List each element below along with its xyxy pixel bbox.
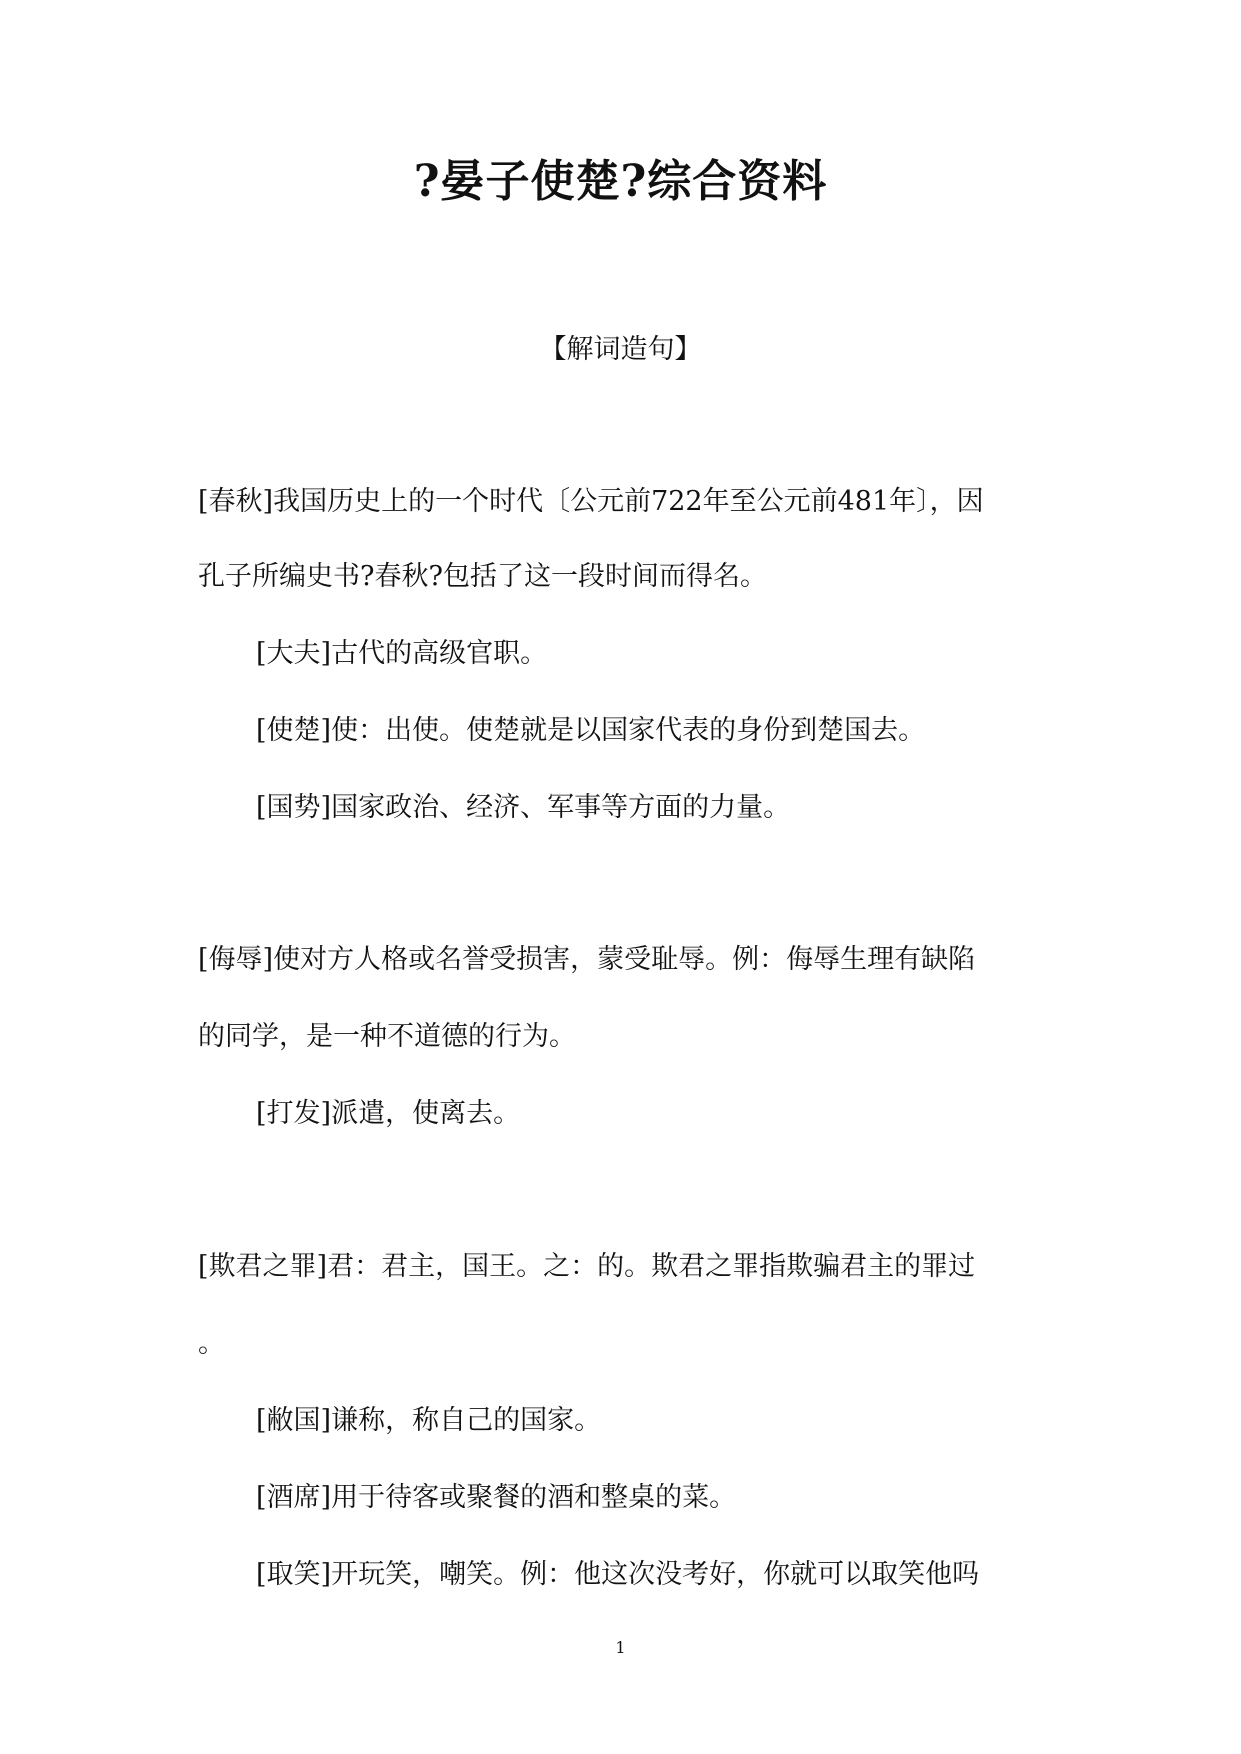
text-line: [春秋]我国历史上的一个时代〔公元前722年至公元前481年〕，因 (198, 486, 984, 517)
text-line: [取笑]开玩笑，嘲笑。例：他这次没考好，你就可以取笑他吗 (256, 1559, 980, 1590)
document-title: ?晏子使楚?综合资料 (413, 156, 828, 207)
text-line: [侮辱]使对方人格或名誉受损害，蒙受耻辱。例：侮辱生理有缺陷 (198, 944, 976, 975)
text-line: [打发]派遣，使离去。 (256, 1098, 521, 1129)
text-line: [欺君之罪]君：君主，国王。之：的。欺君之罪指欺骗君主的罪过 (198, 1251, 976, 1282)
text-line: 孔子所编史书?春秋?包括了这一段时间而得名。 (198, 561, 767, 592)
text-line: [酒席]用于待客或聚餐的酒和整桌的菜。 (256, 1482, 737, 1513)
section-heading: 【解词造句】 (539, 334, 702, 365)
text-line: [使楚]使：出使。使楚就是以国家代表的身份到楚国去。 (256, 715, 926, 746)
text-line: [敝国]谦称，称自己的国家。 (256, 1405, 602, 1436)
text-line: [大夫]古代的高级官职。 (256, 638, 548, 669)
text-line: 。 (198, 1328, 225, 1359)
page-number: 1 (615, 1638, 626, 1657)
text-line: [国势]国家政治、经济、军事等方面的力量。 (256, 792, 791, 823)
text-line: 的同学，是一种不道德的行为。 (198, 1021, 576, 1052)
